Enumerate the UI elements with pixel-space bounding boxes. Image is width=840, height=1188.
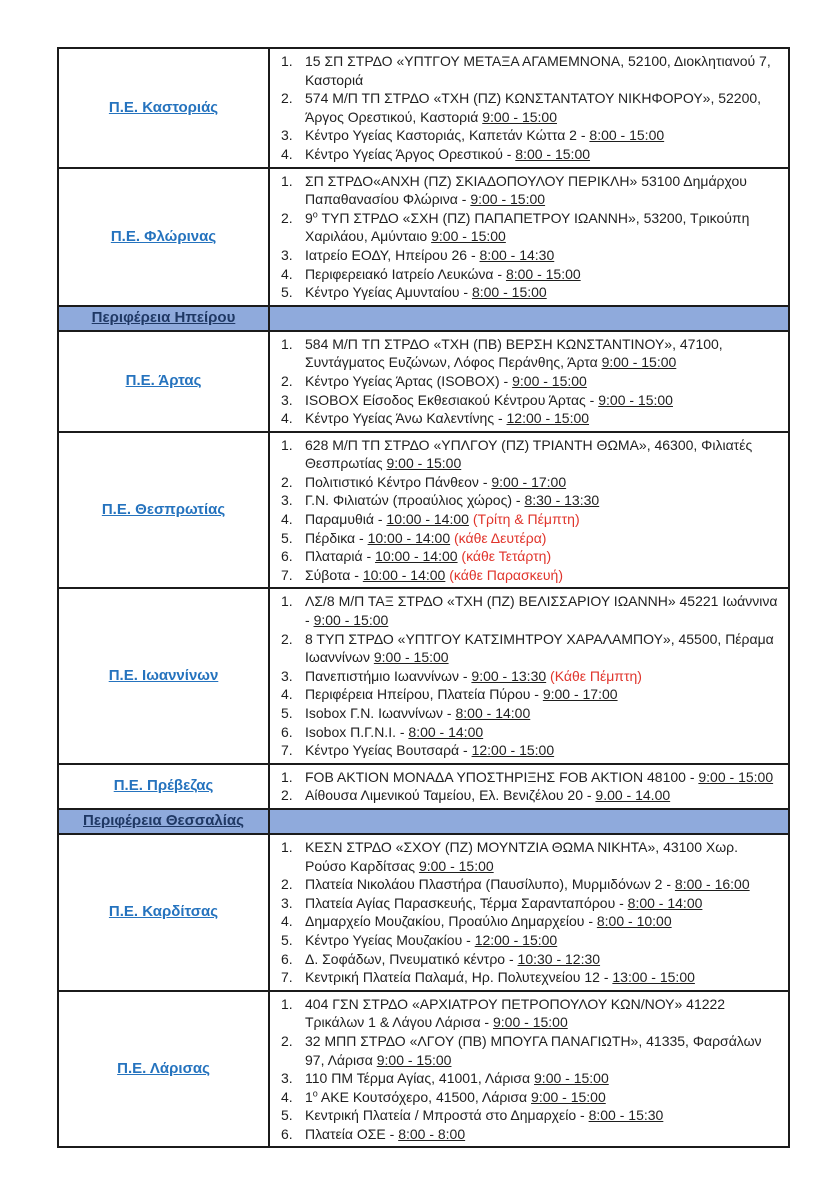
locations-cell: [269, 991, 789, 1148]
location-item: [278, 491, 780, 510]
item-number: 6.: [281, 723, 293, 740]
location-item: [278, 838, 780, 875]
location-item: [278, 950, 780, 969]
item-number: 5.: [281, 931, 293, 948]
location-item: [278, 283, 780, 302]
location-item: [278, 685, 780, 704]
item-text: Παραμυθιά - 10:00 - 14:00 (Τρίτη & Πέμπτη): [305, 511, 580, 528]
item-text: ΚΕΣΝ ΣΤΡΔΟ «ΣΧΟΥ (ΠΖ) ΜΟΥΝΤΖΙΑ ΘΩΜΑ ΝΙΚΗΤΑ», 43100 Χωρ. Ρούσο Καρδίτσας 9:00 - 15:00: [305, 838, 739, 874]
item-number: 4.: [281, 145, 293, 162]
locations-cell: [269, 168, 789, 306]
item-number: 3.: [281, 391, 293, 408]
item-number: 7.: [281, 969, 293, 986]
item-text: 404 ΓΣΝ ΣΤΡΔΟ «ΑΡΧΙΑΤΡΟΥ ΠΕΤΡΟΠΟΥΛΟΥ ΚΩΝ/ΝΟΥ» 41222 Τρικάλων 1 & Λάγου Λάρισα - 9:00 - 15:00: [305, 995, 726, 1031]
item-text: 32 ΜΠΠ ΣΤΡΔΟ «ΛΓΟΥ (ΠΒ) ΜΠΟΥΓΑ ΠΑΝΑΓΙΩΤΗ», 41335, Φαρσάλων 97, Λάρισα 9:00 - 15:00: [305, 1032, 762, 1068]
location-item: [278, 1125, 780, 1144]
item-number: 2.: [281, 876, 293, 893]
item-number: 1.: [281, 995, 293, 1012]
region-cell: [58, 834, 269, 991]
location-item: [278, 768, 780, 787]
item-number: 7.: [281, 566, 293, 583]
item-text: Isobox Γ.Ν. Ιωαννίνων - 8:00 - 14:00: [305, 705, 531, 721]
region-link[interactable]: Π.Ε. Λάρισας: [117, 1060, 210, 1078]
location-item: [278, 1088, 780, 1107]
location-item: [278, 968, 780, 987]
item-text: Πέρδικα - 10:00 - 14:00 (κάθε Δευτέρα): [305, 529, 547, 546]
locations-cell: [269, 432, 789, 589]
table-row: [58, 834, 789, 991]
location-item: [278, 265, 780, 284]
item-number: 2.: [281, 90, 293, 107]
item-text: Δημαρχείο Μουζακίου, Προαύλιο Δημαρχείου - 8:00 - 10:00: [305, 913, 672, 930]
section-band-filler: [269, 306, 789, 331]
location-item: [278, 172, 780, 209]
item-number: 2.: [281, 630, 293, 647]
locations-cell: [269, 834, 789, 991]
location-item: [278, 723, 780, 742]
item-number: 3.: [281, 894, 293, 911]
section-band-label: Περιφέρεια Ηπείρου: [91, 309, 236, 327]
locations-cell: [269, 764, 789, 809]
region-link[interactable]: Π.Ε. Άρτας: [125, 372, 202, 390]
region-link[interactable]: Π.Ε. Ιωαννίνων: [108, 667, 219, 685]
region-cell: [58, 588, 269, 763]
item-text: 8 ΤΥΠ ΣΤΡΔΟ «ΥΠΤΓΟΥ ΚΑΤΣΙΜΗΤΡΟΥ ΧΑΡΑΛΑΜΠΟΥ», 45500, Πέραμα Ιωαννίνων 9:00 - 15:00: [305, 630, 774, 666]
location-item: [278, 145, 780, 164]
location-item: [278, 630, 780, 667]
region-link[interactable]: Π.Ε. Καστοριάς: [108, 98, 219, 116]
location-item: [278, 473, 780, 492]
location-item: [278, 209, 780, 246]
item-number: 1.: [281, 593, 293, 610]
region-cell: [58, 48, 269, 168]
location-item: [278, 409, 780, 428]
item-text: Περιφέρεια Ηπείρου, Πλατεία Πύρου - 9:00 - 17:00: [305, 686, 618, 703]
location-item: [278, 912, 780, 931]
item-text: Ιατρείο ΕΟΔΥ, Ηπείρου 26 - 8:00 - 14:30: [305, 246, 555, 263]
item-text: Κέντρο Υγείας Αμυνταίου - 8:00 - 15:00: [305, 284, 547, 301]
item-text: Πλατεία Αγίας Παρασκευής, Τέρμα Σαρανταπόρου - 8:00 - 14:00: [305, 894, 703, 911]
item-number: 4.: [281, 686, 293, 703]
section-band-row: [58, 809, 789, 834]
item-text: Κέντρο Υγείας Άνω Καλεντίνης - 12:00 - 15:00: [305, 410, 590, 427]
region-link[interactable]: Π.Ε. Καρδίτσας: [108, 903, 219, 921]
table-row: [58, 588, 789, 763]
table-row: [58, 48, 789, 168]
item-number: 7.: [281, 742, 293, 759]
item-number: 4.: [281, 1088, 293, 1105]
locations-cell: [269, 48, 789, 168]
item-number: 5.: [281, 284, 293, 301]
item-number: 2.: [281, 787, 293, 804]
item-text: Κέντρο Υγείας Βουτσαρά - 12:00 - 15:00: [305, 742, 555, 759]
item-text: 110 ΠΜ Τέρμα Αγίας, 41001, Λάρισα 9:00 - 15:00: [305, 1070, 609, 1087]
location-item: [278, 704, 780, 723]
location-item: [278, 931, 780, 950]
region-cell: [58, 432, 269, 589]
item-text: Περιφερειακό Ιατρείο Λευκώνα - 8:00 - 15:00: [305, 265, 581, 282]
item-text: Κέντρο Υγείας Άργος Ορεστικού - 8:00 - 15:00: [305, 145, 591, 162]
item-text: ΣΠ ΣΤΡΔΟ«ΑΝΧΗ (ΠΖ) ΣΚΙΑΔΟΠΟΥΛΟΥ ΠΕΡΙΚΛΗ» 53100 Δημάρχου Παπαθανασίου Φλώρινα - 9:00 - 15:00: [305, 172, 747, 208]
item-number: 5.: [281, 705, 293, 721]
location-item: [278, 529, 780, 548]
item-number: 2.: [281, 1032, 293, 1049]
location-item: [278, 52, 780, 89]
section-band-cell: [58, 306, 269, 331]
locations-cell: [269, 588, 789, 763]
item-text: Isobox Π.Γ.Ν.Ι. - 8:00 - 14:00: [305, 723, 484, 740]
location-item: [278, 667, 780, 686]
location-item: [278, 510, 780, 529]
region-link[interactable]: Π.Ε. Πρέβεζας: [113, 777, 214, 795]
item-text: Πανεπιστήμιο Ιωαννίνων - 9:00 - 13:30 (Κάθε Πέμπτη): [305, 667, 642, 684]
location-item: [278, 1069, 780, 1088]
item-number: 2.: [281, 473, 293, 490]
region-link[interactable]: Π.Ε. Θεσπρωτίας: [101, 501, 226, 519]
table-row: [58, 764, 789, 809]
region-cell: [58, 991, 269, 1148]
region-cell: [58, 168, 269, 306]
item-text: Δ. Σοφάδων, Πνευματικό κέντρο - 10:30 - 12:30: [305, 950, 601, 967]
location-item: [278, 592, 780, 629]
location-item: [278, 547, 780, 566]
location-item: [278, 786, 780, 805]
item-text: 574 Μ/Π ΤΠ ΣΤΡΔΟ «ΤΧΗ (ΠΖ) ΚΩΝΣΤΑΝΤΑΤΟΥ ΝΙΚΗΦΟΡΟΥ», 52200, Άργος Ορεστικού, Καστοριά 9:00 - 15:00: [305, 90, 762, 125]
table-row: [58, 991, 789, 1148]
section-band-row: [58, 306, 789, 331]
location-item: [278, 246, 780, 265]
item-text: Πλαταριά - 10:00 - 14:00 (κάθε Τετάρτη): [305, 548, 552, 565]
item-text: 15 ΣΠ ΣΤΡΔΟ «ΥΠΤΓΟΥ ΜΕΤΑΞΑ ΑΓΑΜΕΜΝΟΝΑ, 52100, Διοκλητιανού 7, Καστοριά: [305, 53, 771, 88]
section-band-label: Περιφέρεια Θεσσαλίας: [83, 812, 244, 830]
location-item: [278, 126, 780, 145]
item-text: Πλατεία ΟΣΕ - 8:00 - 8:00: [305, 1125, 466, 1142]
location-item: [278, 741, 780, 760]
table-body: [58, 48, 789, 1147]
table-row: [58, 331, 789, 432]
vaccination-points-table: [57, 47, 790, 1148]
item-text: 628 Μ/Π ΤΠ ΣΤΡΔΟ «ΥΠΛΓΟΥ (ΠΖ) ΤΡΙΑΝΤΗ ΘΩΜΑ», 46300, Φιλιατές Θεσπρωτίας 9:00 - 15:00: [305, 436, 753, 472]
item-number: 3.: [281, 127, 293, 144]
item-number: 3.: [281, 1070, 293, 1087]
item-text: ISOBOX Είσοδος Εκθεσιακού Κέντρου Άρτας - 9:00 - 15:00: [305, 391, 673, 408]
item-number: 1.: [281, 53, 293, 69]
location-item: [278, 391, 780, 410]
item-text: Κέντρο Υγείας Άρτας (ISOBOX) - 9:00 - 15:00: [305, 372, 587, 389]
item-text: Κεντρική Πλατεία Παλαμά, Ηρ. Πολυτεχνείου 12 - 13:00 - 15:00: [305, 969, 695, 986]
item-text: Κέντρο Υγείας Καστοριάς, Καπετάν Κώττα 2 - 8:00 - 15:00: [305, 127, 665, 144]
location-item: [278, 995, 780, 1032]
location-item: [278, 372, 780, 391]
section-band-filler: [269, 809, 789, 834]
item-text: Αίθουσα Λιμενικού Ταμείου, Ελ. Βενιζέλου 20 - 9.00 - 14.00: [305, 787, 671, 804]
item-number: 5.: [281, 529, 293, 546]
item-text: Κέντρο Υγείας Μουζακίου - 12:00 - 15:00: [305, 931, 558, 948]
item-number: 6.: [281, 950, 293, 967]
item-number: 4.: [281, 410, 293, 427]
location-item: [278, 335, 780, 372]
item-number: 2.: [281, 372, 293, 389]
item-number: 1.: [281, 436, 293, 453]
section-band-cell: [58, 809, 269, 834]
location-item: [278, 1106, 780, 1125]
item-text: ΛΣ/8 Μ/Π ΤΑΞ ΣΤΡΔΟ «ΤΧΗ (ΠΖ) ΒΕΛΙΣΣΑΡΙΟΥ ΙΩΑΝΝΗ» 45221 Ιωάννινα - 9:00 - 15:00: [305, 593, 778, 629]
item-text: Σύβοτα - 10:00 - 14:00 (κάθε Παρασκευή): [305, 566, 563, 583]
item-number: 2.: [281, 209, 293, 226]
table-row: [58, 432, 789, 589]
locations-cell: [269, 331, 789, 432]
location-item: [278, 89, 780, 126]
region-cell: [58, 331, 269, 432]
table-row: [58, 168, 789, 306]
item-text: FOB AKTION ΜΟΝΑΔΑ ΥΠΟΣΤΗΡΙΞΗΣ FOB AKTION 48100 - 9:00 - 15:00: [305, 768, 774, 785]
item-text: Πολιτιστικό Κέντρο Πάνθεον - 9:00 - 17:00: [305, 473, 567, 490]
item-number: 1.: [281, 172, 293, 189]
location-item: [278, 875, 780, 894]
item-text: Πλατεία Νικολάου Πλαστήρα (Παυσίλυπο), Μυρμιδόνων 2 - 8:00 - 16:00: [305, 876, 750, 893]
location-item: [278, 436, 780, 473]
item-text: Κεντρική Πλατεία / Μπροστά στο Δημαρχείο - 8:00 - 15:30: [305, 1107, 664, 1124]
item-number: 3.: [281, 246, 293, 263]
location-item: [278, 566, 780, 585]
item-number: 1.: [281, 838, 293, 855]
item-number: 1.: [281, 768, 293, 785]
item-number: 5.: [281, 1107, 293, 1124]
item-number: 3.: [281, 492, 293, 509]
item-text: $1^o$ ΑΚΕ Κουτσόχερο, 41500, Λάρισα 9:00 - 15:00: [305, 1088, 606, 1105]
region-cell: [58, 764, 269, 809]
location-item: [278, 894, 780, 913]
item-number: 6.: [281, 548, 293, 565]
item-number: 4.: [281, 511, 293, 528]
location-item: [278, 1032, 780, 1069]
region-link[interactable]: Π.Ε. Φλώρινας: [110, 227, 217, 245]
item-text: 584 Μ/Π ΤΠ ΣΤΡΔΟ «ΤΧΗ (ΠΒ) ΒΕΡΣΗ ΚΩΝΣΤΑΝΤΙΝΟΥ», 47100, Συντάγματος Ευζώνων, Λόφος Περάνθης, Άρτα 9:00 - 15:00: [305, 335, 723, 371]
item-number: 6.: [281, 1125, 293, 1142]
item-number: 4.: [281, 265, 293, 282]
item-number: 4.: [281, 913, 293, 930]
item-text: $9^o$ ΤΥΠ ΣΤΡΔΟ «ΣΧΗ (ΠΖ) ΠΑΠΑΠΕΤΡΟΥ ΙΩΑΝΝΗ», 53200, Τρικούπη Χαριλάου, Αμύνταιο 9:00 - 15:00: [305, 209, 750, 245]
item-text: Γ.Ν. Φιλιατών (προαύλιος χώρος) - 8:30 - 13:30: [305, 492, 600, 509]
item-number: 3.: [281, 667, 293, 684]
item-number: 1.: [281, 335, 293, 352]
